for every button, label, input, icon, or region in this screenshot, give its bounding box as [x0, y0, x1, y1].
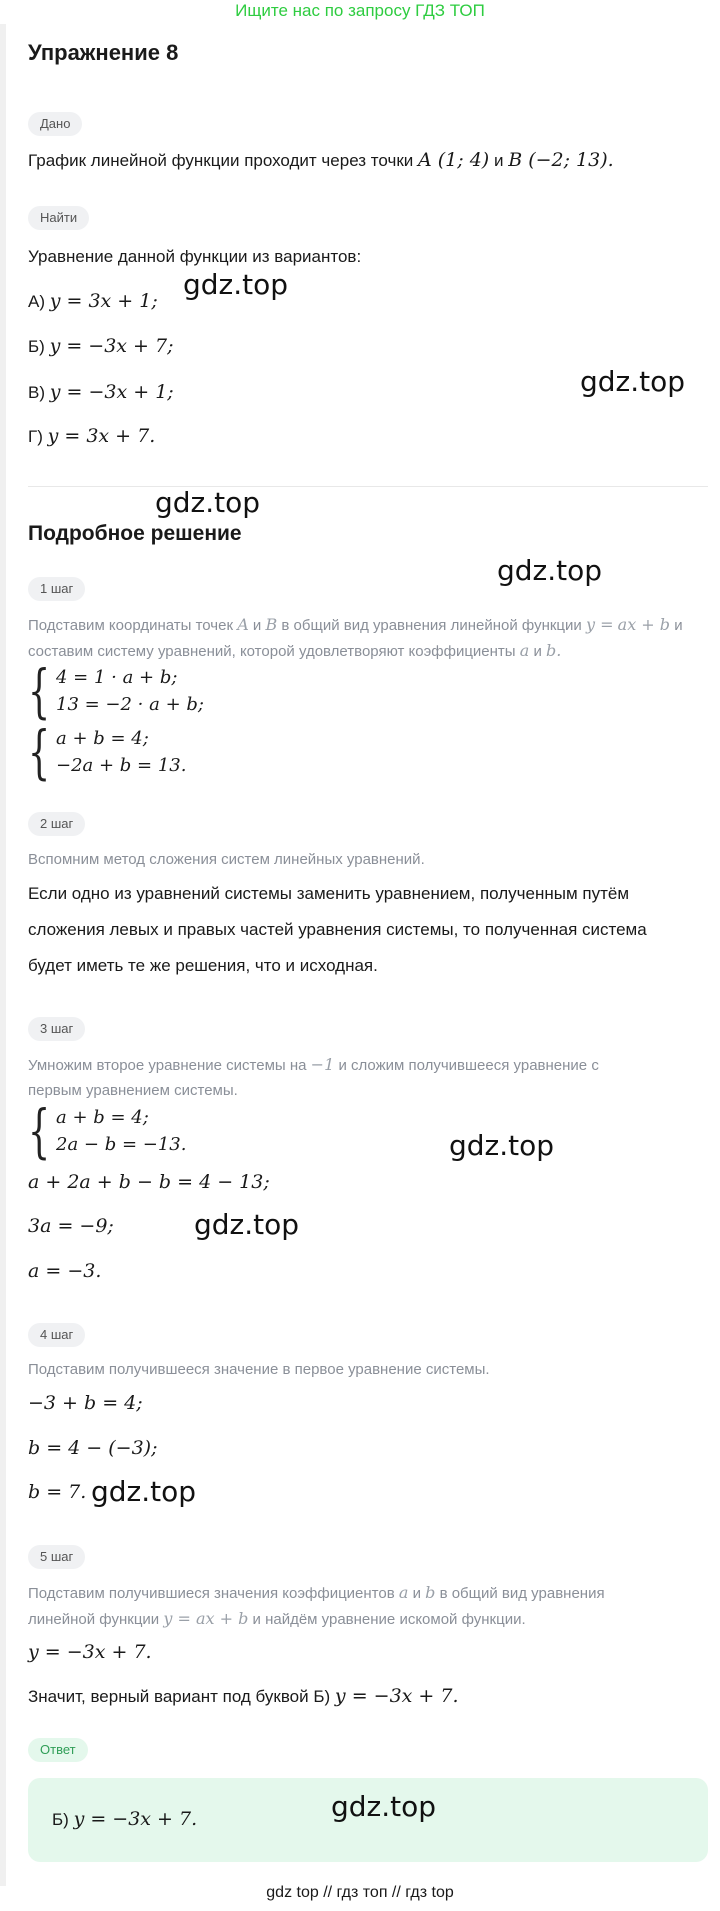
conj: и — [412, 1585, 421, 1602]
equation: b = 4 − (−3); — [28, 1437, 158, 1459]
step-text: в общий вид уравнения линейной функции — [281, 617, 582, 634]
watermark: gdz.top — [449, 1129, 555, 1162]
coef-a: a — [519, 641, 530, 660]
option-a — [28, 289, 158, 314]
coef-b: b — [425, 1583, 436, 1602]
given-badge: Дано — [28, 112, 82, 136]
conj: и — [252, 617, 262, 634]
step-text: и сложим получившееся уравнение с — [338, 1057, 599, 1074]
system-line: −2a + b = 13. — [56, 755, 187, 776]
conclusion-text: Значит, верный вариант под буквой Б) — [28, 1687, 331, 1706]
system-brace: { — [28, 657, 51, 725]
option-label: В) — [28, 383, 45, 402]
option-b — [28, 334, 174, 359]
system-line: 4 = 1 · a + b; — [56, 667, 178, 688]
var-a-point: A — [237, 615, 249, 634]
watermark: gdz.top — [155, 486, 261, 519]
multiplier: −1 — [310, 1055, 335, 1074]
step-1-text — [28, 612, 688, 664]
step-3-text — [28, 1052, 599, 1103]
step-text: линейной функции — [28, 1611, 160, 1628]
var-b-point: B — [265, 615, 278, 634]
answer-text — [52, 1807, 197, 1832]
watermark: gdz.top — [580, 365, 686, 398]
section-divider — [28, 486, 708, 487]
watermark: gdz.top — [331, 1790, 437, 1823]
step-4-text: Подставим получившееся значение в первое уравнение системы. — [28, 1361, 490, 1378]
find-text: Уравнение данной функции из вариантов: — [28, 247, 362, 266]
step-text: Подставим получившиеся значения коэффициентов — [28, 1585, 395, 1602]
equation: y = −3x + 7. — [28, 1641, 152, 1663]
step-text: в общий вид уравнения — [439, 1585, 605, 1602]
option-formula: y = 3x + 1; — [49, 290, 158, 312]
option-d — [28, 424, 155, 449]
given-sentence: График линейной функции проходит через точки — [28, 151, 414, 170]
step-text: и найдём уравнение искомой функции. — [252, 1611, 526, 1628]
formula-part: y = — [585, 615, 614, 634]
step-1-badge: 1 шаг — [28, 577, 85, 601]
system-brace: { — [28, 1097, 51, 1165]
rule-line: сложения левых и правых частей уравнения системы, то полученная система — [28, 920, 647, 939]
system-line: 2a − b = −13. — [56, 1134, 187, 1155]
equation: a + 2a + b − b = 4 − 13; — [28, 1171, 270, 1193]
option-c — [28, 380, 174, 405]
watermark: gdz.top — [194, 1208, 300, 1241]
footer-links[interactable]: gdz top // гдз топ // гдз top — [266, 1884, 454, 1901]
point-b: B (−2; 13). — [508, 149, 614, 171]
formula-part: y = ax + b — [163, 1609, 249, 1628]
conj: и — [533, 643, 542, 660]
given-text — [28, 148, 614, 173]
rule-line: Если одно из уравнений системы заменить уравнением, полученным путём — [28, 884, 630, 903]
coef-b: b. — [546, 641, 562, 660]
exercise-title: Упражнение 8 — [28, 40, 179, 65]
option-label: Г) — [28, 427, 43, 446]
watermark: gdz.top — [91, 1475, 197, 1508]
step-text: и составим систему уравнений, которой удовлетворяют коэффициенты — [28, 617, 683, 660]
given-and: и — [493, 151, 504, 170]
step-2-text: Вспомним метод сложения систем линейных уравнений. — [28, 851, 425, 868]
step-5-text — [28, 1580, 605, 1632]
system-brace: { — [28, 718, 51, 786]
equation: a = −3. — [28, 1260, 102, 1282]
step-text: Подставим координаты точек — [28, 617, 234, 634]
conclusion — [28, 1684, 459, 1709]
equation: b = 7. — [28, 1481, 87, 1503]
system-line: a + b = 4; — [56, 1107, 149, 1128]
answer-badge: Ответ — [28, 1738, 88, 1762]
step-3-badge: 3 шаг — [28, 1017, 85, 1041]
find-badge: Найти — [28, 206, 89, 230]
point-a: A (1; 4) — [418, 149, 490, 171]
option-label: Б) — [28, 337, 45, 356]
option-label: А) — [28, 292, 45, 311]
option-formula: y = −3x + 7; — [49, 335, 174, 357]
formula-part: ax + b — [617, 615, 671, 634]
answer-label: Б) — [52, 1810, 69, 1829]
step-text: первым уравнением системы. — [28, 1082, 238, 1099]
system-line: 13 = −2 · a + b; — [56, 694, 204, 715]
equation: 3a = −9; — [28, 1215, 114, 1237]
left-divider-line — [0, 24, 6, 1886]
top-banner[interactable]: Ищите нас по запросу ГДЗ ТОП — [235, 1, 485, 20]
solution-title: Подробное решение — [28, 522, 242, 545]
watermark: gdz.top — [497, 554, 603, 587]
conclusion-formula: y = −3x + 7. — [334, 1685, 459, 1707]
watermark: gdz.top — [183, 268, 289, 301]
system-line: a + b = 4; — [56, 728, 149, 749]
option-formula: y = −3x + 1; — [49, 381, 174, 403]
answer-formula: y = −3x + 7. — [73, 1808, 198, 1830]
step-text: Умножим второе уравнение системы на — [28, 1057, 307, 1074]
option-formula: y = 3x + 7. — [47, 425, 156, 447]
step-5-badge: 5 шаг — [28, 1545, 85, 1569]
coef-a: a — [398, 1583, 409, 1602]
equation: −3 + b = 4; — [28, 1392, 143, 1414]
step-4-badge: 4 шаг — [28, 1323, 85, 1347]
step-2-badge: 2 шаг — [28, 812, 85, 836]
rule-line: будет иметь те же решения, что и исходная. — [28, 956, 378, 975]
